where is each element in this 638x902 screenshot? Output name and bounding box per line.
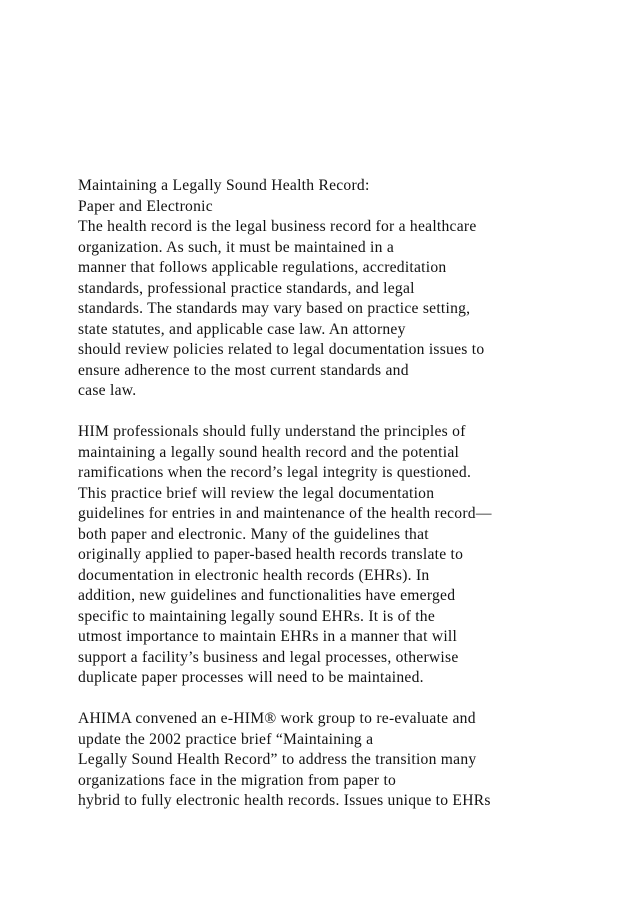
paragraph-line: hybrid to fully electronic health records. Issues unique to EHRs xyxy=(78,792,491,809)
paragraph-line: originally applied to paper-based health records translate to xyxy=(78,546,464,563)
paragraph-line: update the 2002 practice brief “Maintaining a xyxy=(78,730,374,748)
paragraph-line: maintaining a legally sound health record and the potential xyxy=(78,443,460,461)
paragraph-line: HIM professionals should fully understand the principles of xyxy=(78,423,466,440)
paragraph-line: ramifications when the record’s legal integrity is questioned. xyxy=(78,464,472,481)
paragraph-gap xyxy=(78,689,618,710)
paragraph-line: ensure adherence to the most current standards and xyxy=(78,361,409,379)
paragraph-line: guidelines for entries in and maintenance of the health record— xyxy=(78,505,492,522)
paragraph-line: standards. The standards may vary based on practice setting, xyxy=(78,300,471,317)
paragraph-line: support a facility’s business and legal processes, otherwise xyxy=(78,648,459,666)
paragraph-line: AHIMA convened an e-HIM® work group to re-evaluate and xyxy=(78,710,476,727)
paragraph-line: organization. As such, it must be maintained in a xyxy=(78,238,394,256)
paragraph-line: specific to maintaining legally sound EHRs. It is of the xyxy=(78,607,436,625)
document-body xyxy=(78,176,618,812)
paragraph-line: manner that follows applicable regulations, accreditation xyxy=(78,259,447,276)
paragraph-line: both paper and electronic. Many of the guidelines that xyxy=(78,525,429,543)
paragraph-line: case law. xyxy=(78,382,137,399)
document-title-line: Paper and Electronic xyxy=(78,197,213,215)
paragraph-line: utmost importance to maintain EHRs in a manner that will xyxy=(78,628,458,645)
paragraph-line: This practice brief will review the legal documentation xyxy=(78,484,435,502)
paragraph-line: organizations face in the migration from paper to xyxy=(78,771,397,789)
paragraph-line: state statutes, and applicable case law. An attorney xyxy=(78,320,406,338)
paragraph-line: addition, new guidelines and functionalities have emerged xyxy=(78,587,456,604)
paragraph-line: documentation in electronic health records (EHRs). In xyxy=(78,566,430,584)
paragraph-line: should review policies related to legal documentation issues to xyxy=(78,341,485,358)
paragraph-line: duplicate paper processes will need to be maintained. xyxy=(78,669,424,686)
paragraph-line: Legally Sound Health Record” to address the transition many xyxy=(78,751,477,768)
paragraph-gap xyxy=(78,402,618,423)
paragraph-line: The health record is the legal business record for a healthcare xyxy=(78,218,477,235)
paragraph-line: standards, professional practice standards, and legal xyxy=(78,279,415,297)
document-title-line: Maintaining a Legally Sound Health Record: xyxy=(78,177,370,194)
